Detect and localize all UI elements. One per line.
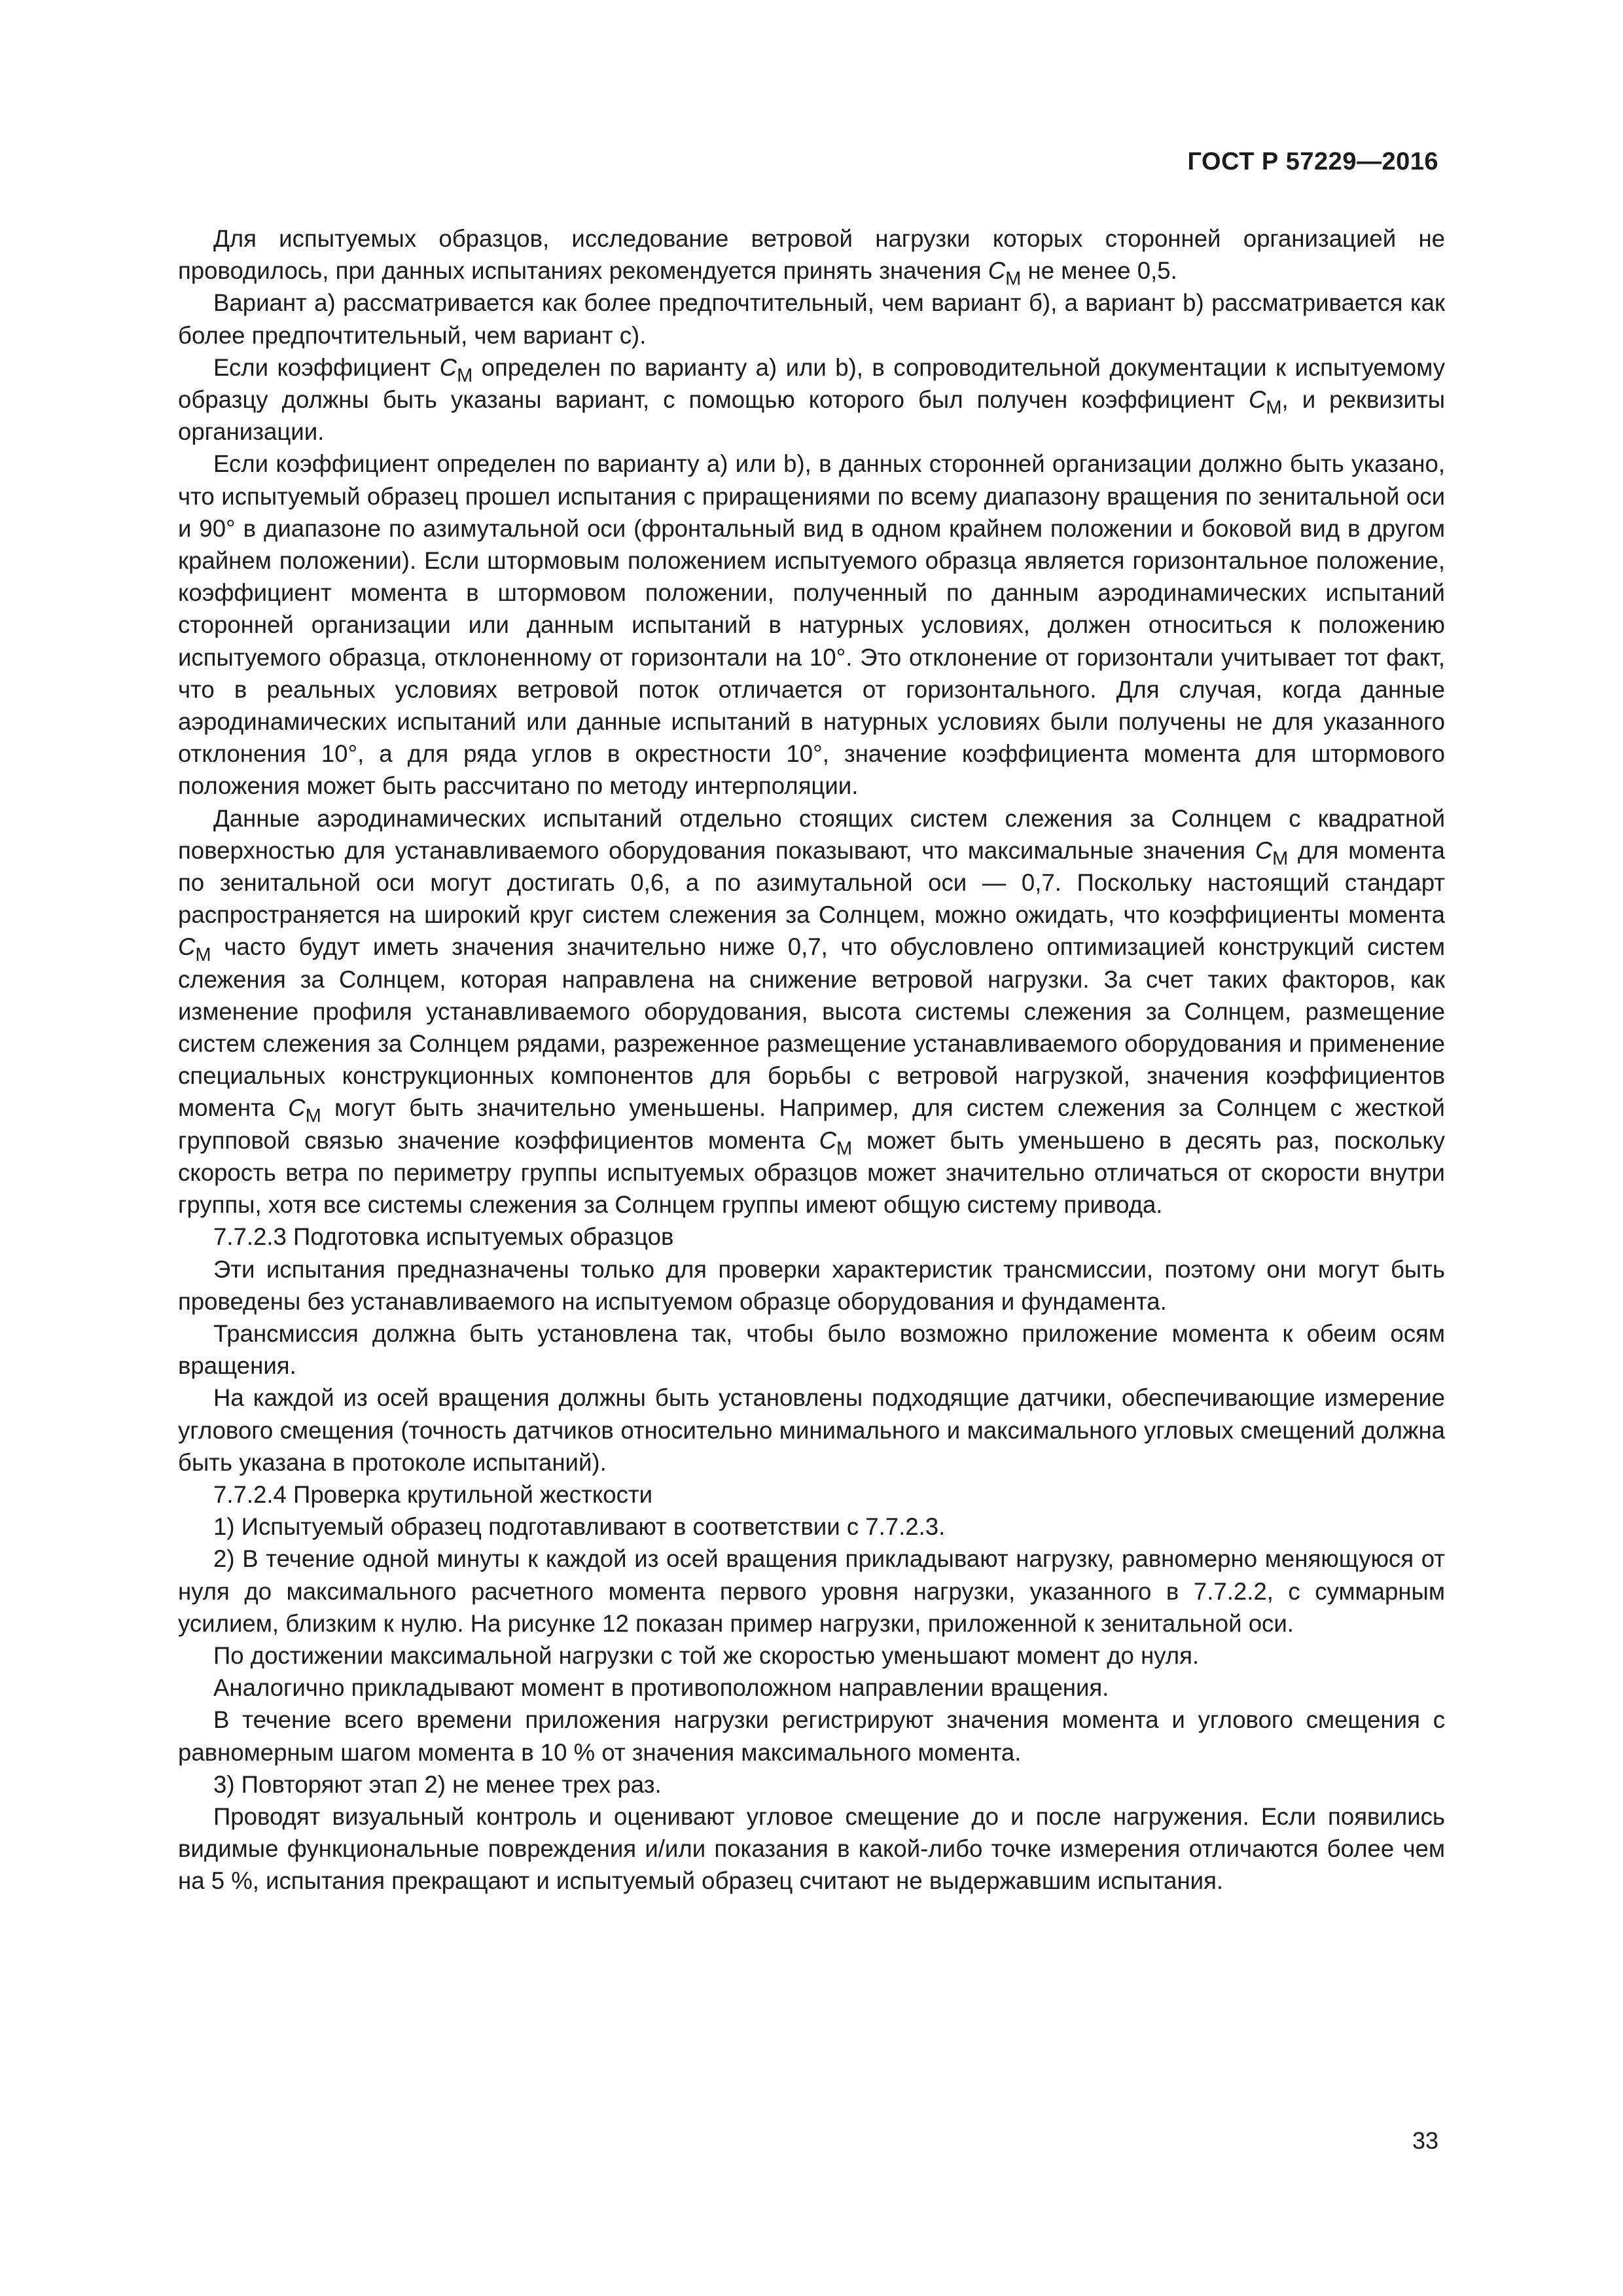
paragraph-text: Аналогично прикладывают момент в противоположном направлении вращения. xyxy=(213,1674,1109,1702)
paragraph-text: Если коэффициент xyxy=(213,353,440,381)
paragraph xyxy=(178,1801,1445,1897)
paragraph-text: Для испытуемых образцов, исследование ветровой нагрузки которых сторонней организацией не проводилось, при данных испытаниях рекомендуется принять значения xyxy=(178,225,1445,285)
paragraph-text: 2) В течение одной минуты к каждой из осей вращения прикладывают нагрузку, равномерно меняющуюся от нуля до максимального расчетного момента первого уровня нагрузки, указанного в 7.7.2.2, с суммарным усилием, близким к нулю. На рисунке 12 показан пример нагрузки, приложенной к зенитальной оси. xyxy=(178,1545,1445,1637)
symbol-base: C xyxy=(178,933,196,961)
document-body xyxy=(178,223,1445,1897)
paragraph-text: В течение всего времени приложения нагрузки регистрируют значения момента и углового смещения с равномерным шагом момента в 10 % от значения максимального момента. xyxy=(178,1706,1445,1766)
paragraph-text: , и реквизиты организации. xyxy=(178,386,1445,446)
paragraph xyxy=(178,1672,1445,1704)
symbol-cm xyxy=(439,353,473,386)
paragraph xyxy=(178,351,1445,448)
paragraph-text: Данные аэродинамических испытаний отдельно стоящих систем слежения за Солнцем с квадратной поверхностью для устанавливаемого оборудования показывают, что максимальные значения xyxy=(178,804,1445,864)
symbol-subscript: M xyxy=(195,944,211,966)
paragraph xyxy=(178,448,1445,802)
symbol-cm xyxy=(288,1094,321,1127)
paragraph xyxy=(178,287,1445,351)
symbol-subscript: M xyxy=(836,1138,853,1159)
paragraph-text: 1) Испытуемый образец подготавливают в соответствии с 7.7.2.3. xyxy=(213,1513,946,1541)
paragraph-text: Если коэффициент определен по варианту а) или b), в данных сторонней организации должно быть указано, что испытуемый образец прошел испытания с приращениями по всему диапазону вращения по зенитальной оси и 90° в диапазоне по азимутальной оси (фронтальный вид в одном крайнем положении и боковой вид в другом крайнем положении). Если штормовым положением испытуемого образца является горизонтальное положение, коэффициент момента в штормовом положении, полученный по данным аэродинамических испытаний сторонней организации или данным испытаний в натурных условиях, должен относиться к положению испытуемого образца, отклоненному от горизонтали на 10°. Это отклонение от горизонтали учитывает тот факт, что в реальных условиях ветровой поток отличается от горизонтального. Для случая, когда данные аэродинамических испытаний или данные испытаний в натурных условиях были получены не для указанного отклонения 10°, а для ряда углов в окрестности 10°, значение коэффициента момента для штормового положения может быть рассчитано по методу интерполяции. xyxy=(178,450,1445,800)
paragraph xyxy=(178,1640,1445,1672)
symbol-base: C xyxy=(439,353,457,381)
paragraph-text: не менее 0,5. xyxy=(1021,257,1177,285)
symbol-cm xyxy=(1248,386,1282,419)
paragraph xyxy=(178,1768,1445,1801)
symbol-base: C xyxy=(819,1126,837,1154)
symbol-subscript: M xyxy=(1266,397,1282,419)
symbol-cm xyxy=(819,1126,853,1159)
symbol-base: C xyxy=(1248,386,1266,414)
symbol-cm xyxy=(988,257,1022,290)
paragraph-text: 7.7.2.3 Подготовка испытуемых образцов xyxy=(213,1223,674,1251)
symbol-subscript: M xyxy=(1272,848,1289,869)
paragraph xyxy=(178,1479,1445,1511)
symbol-base: C xyxy=(1255,836,1273,864)
paragraph xyxy=(178,1704,1445,1768)
paragraph-text: 7.7.2.4 Проверка крутильной жесткости xyxy=(213,1480,653,1508)
paragraph-text: Проводят визуальный контроль и оценивают угловое смещение до и после нагружения. Если появились видимые функциональные повреждения и/или показания в какой-либо точке измерения отличаются более чем на 5 %, испытания прекращают и испытуемый образец считают не выдержавшим испытания. xyxy=(178,1803,1445,1895)
paragraph xyxy=(178,223,1445,290)
paragraph xyxy=(178,1382,1445,1479)
document-header: ГОСТ Р 57229—2016 xyxy=(1187,148,1438,175)
paragraph-text: 3) Повторяют этап 2) не менее трех раз. xyxy=(213,1770,662,1798)
paragraph-text: Вариант а) рассматривается как более предпочтительный, чем вариант б), а вариант b) рассматривается как более предпочтительный, чем вариант с). xyxy=(178,289,1445,349)
paragraph xyxy=(178,1221,1445,1253)
page-number: 33 xyxy=(1412,2127,1438,2154)
paragraph-text: определен по варианту а) или b), в сопроводительной документации к испытуемому образцу должны быть указаны вариант, с помощью которого был получен коэффициент xyxy=(178,353,1445,414)
paragraph xyxy=(178,1543,1445,1640)
paragraph-text: могут быть значительно уменьшены. Например, для систем слежения за Солнцем с жесткой групповой связью значение коэффициентов момента xyxy=(178,1094,1445,1154)
paragraph xyxy=(178,1253,1445,1318)
paragraph xyxy=(178,802,1445,1221)
symbol-subscript: M xyxy=(1005,268,1022,290)
symbol-base: C xyxy=(288,1094,306,1122)
paragraph-text: По достижении максимальной нагрузки с той же скоростью уменьшают момент до нуля. xyxy=(213,1641,1200,1669)
symbol-base: C xyxy=(988,257,1006,285)
symbol-subscript: M xyxy=(305,1105,321,1127)
paragraph xyxy=(178,1511,1445,1543)
paragraph xyxy=(178,1318,1445,1382)
paragraph-text: может быть уменьшено в десять раз, поскольку скорость ветра по периметру группы испытуемых образцов может значительно отличаться от скорости внутри группы, хотя все системы слежения за Солнцем группы имеют общую систему привода. xyxy=(178,1126,1445,1219)
paragraph-text: для момента по зенитальной оси могут достигать 0,6, а по азимутальной оси — 0,7. Поскольку настоящий стандарт распространяется на широкий круг систем слежения за Солнцем, можно ожидать, что коэффициенты момента xyxy=(178,836,1446,929)
symbol-cm xyxy=(178,933,211,966)
symbol-cm xyxy=(1255,836,1289,869)
paragraph-text: Эти испытания предназначены только для проверки характеристик трансмиссии, поэтому они могут быть проведены без устанавливаемого на испытуемом образце оборудования и фундамента. xyxy=(178,1255,1445,1315)
paragraph-text: часто будут иметь значения значительно ниже 0,7, что обусловлено оптимизацией конструкций систем слежения за Солнцем, которая направлена на снижение ветровой нагрузки. За счет таких факторов, как изменение профиля устанавливаемого оборудования, высота системы слежения за Солнцем, размещение систем слежения за Солнцем рядами, разреженное размещение устанавливаемого оборудования и применение специальных конструкционных компонентов для борьбы с ветровой нагрузкой, значения коэффициентов момента xyxy=(178,933,1445,1122)
symbol-subscript: M xyxy=(457,365,473,386)
paragraph-text: Трансмиссия должна быть установлена так, чтобы было возможно приложение момента к обеим осям вращения. xyxy=(178,1319,1445,1380)
paragraph-text: На каждой из осей вращения должны быть установлены подходящие датчики, обеспечивающие измерение углового смещения (точность датчиков относительно минимального и максимального угловых смещений должна быть указана в протоколе испытаний). xyxy=(178,1384,1445,1476)
